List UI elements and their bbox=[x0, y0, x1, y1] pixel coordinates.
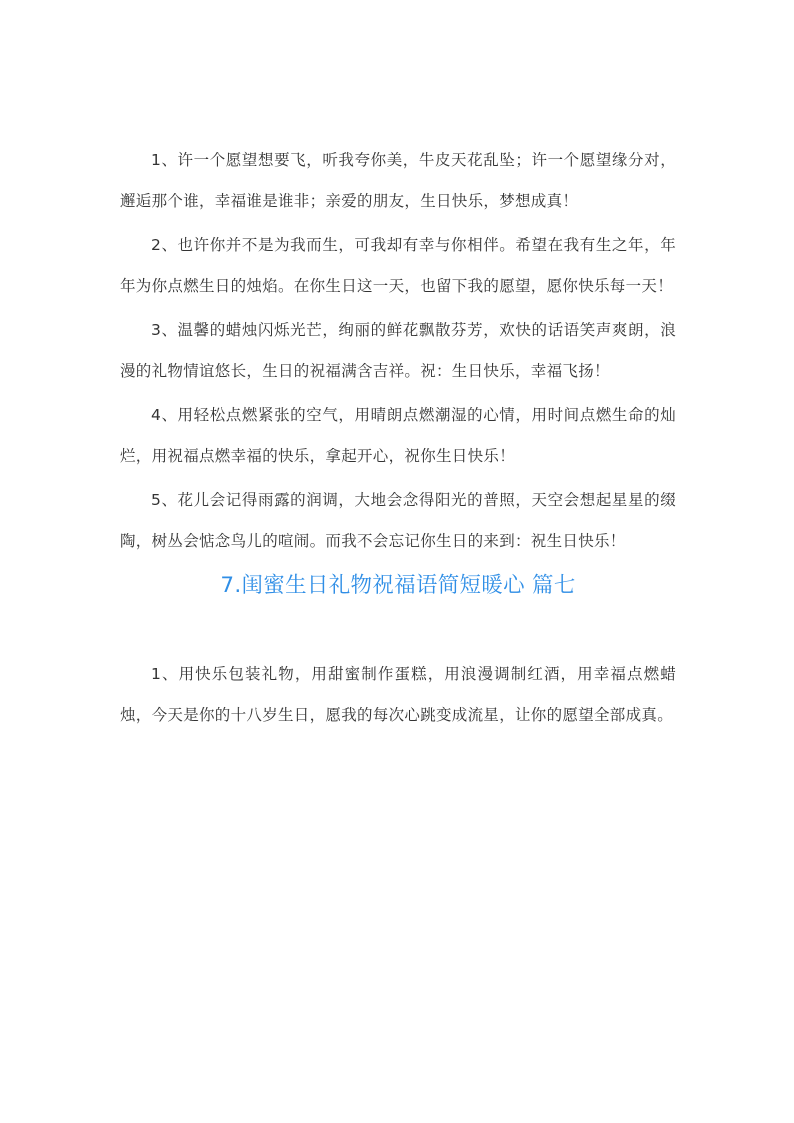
document-body bbox=[120, 140, 676, 739]
paragraph-wish-4: 4、用轻松点燃紧张的空气，用晴朗点燃潮湿的心情，用时间点燃生命的灿烂，用祝福点燃幸福的快乐，拿起开心，祝你生日快乐！ bbox=[120, 406, 676, 465]
paragraph-wish-3: 3、温馨的蜡烛闪烁光芒，绚丽的鲜花飘散芬芳，欢快的话语笑声爽朗，浪漫的礼物情谊悠长，生日的祝福满含吉祥。祝：生日快乐，幸福飞扬！ bbox=[120, 321, 676, 380]
paragraph-wish-2: 2、也许你并不是为我而生，可我却有幸与你相伴。希望在我有生之年，年年为你点燃生日的烛焰。在你生日这一天，也留下我的愿望，愿你快乐每一天！ bbox=[120, 236, 676, 295]
section-heading: 7.闺蜜生日礼物祝福语简短暖心 篇七 bbox=[220, 573, 576, 598]
paragraph-wish-1: 1、许一个愿望想要飞，听我夸你美，牛皮天花乱坠；许一个愿望缘分对，邂逅那个谁，幸福谁是谁非；亲爱的朋友，生日快乐，梦想成真！ bbox=[120, 151, 676, 210]
paragraph-section7-wish-1: 1、用快乐包装礼物，用甜蜜制作蛋糕，用浪漫调制红酒，用幸福点燃蜡烛，今天是你的十八岁生日，愿我的每次心跳变成流星，让你的愿望全部成真。 bbox=[120, 665, 676, 724]
paragraph-wish-5: 5、花儿会记得雨露的润调，大地会念得阳光的普照，天空会想起星星的缀陶，树丛会惦念鸟儿的喧闹。而我不会忘记你生日的来到：祝生日快乐！ bbox=[120, 491, 676, 550]
